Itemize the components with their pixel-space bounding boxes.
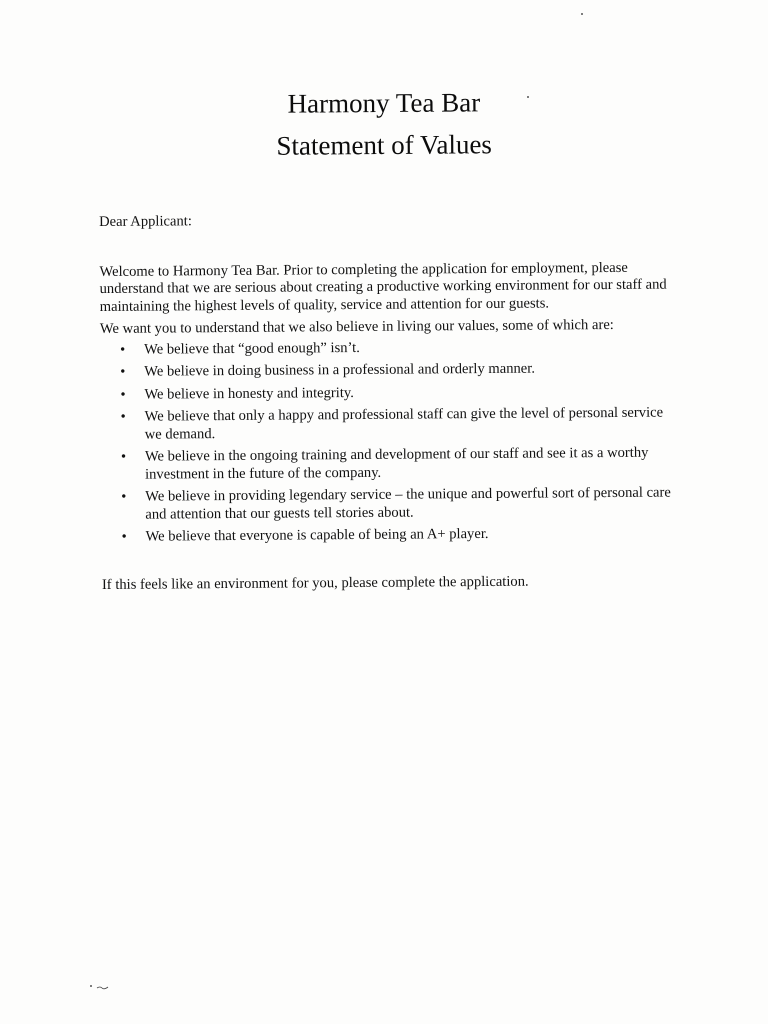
- document-title: Harmony Tea Bar: [287, 87, 481, 119]
- salutation: Dear Applicant:: [99, 213, 192, 230]
- value-item: [101, 524, 676, 546]
- value-item: [101, 404, 676, 444]
- value-text: We believe that everyone is capable of being an A+ player.: [145, 525, 489, 545]
- bullet-icon: •: [120, 363, 126, 380]
- scan-speck: [90, 985, 92, 987]
- bullet-icon: •: [120, 386, 126, 403]
- closing-line: If this feels like an environment for you, please complete the application.: [101, 573, 529, 593]
- value-text: We believe that “good enough” isn’t.: [144, 339, 360, 358]
- values-list: [100, 337, 677, 547]
- value-text: We believe in the ongoing training and development of our staff and see it as a worthy investment in the future of the company.: [144, 444, 649, 483]
- bullet-icon: •: [120, 341, 126, 358]
- letter-body: [99, 209, 677, 594]
- bullet-icon: •: [121, 528, 127, 545]
- value-item: [101, 484, 676, 524]
- scan-mark: [96, 985, 110, 991]
- bullet-icon: •: [120, 408, 126, 425]
- scan-speck: [581, 13, 583, 15]
- document-header: [0, 79, 768, 168]
- values-intro: We want you to understand that we also believe in living our values, some of which are:: [99, 316, 614, 337]
- value-text: We believe in doing business in a professional and orderly manner.: [144, 360, 536, 380]
- bullet-icon: •: [121, 488, 127, 505]
- value-text: We believe that only a happy and professional staff can give the level of personal service we demand.: [144, 404, 664, 443]
- document-subtitle: Statement of Values: [276, 129, 492, 161]
- value-text: We believe in providing legendary service – the unique and powerful sort of personal care and attention that our guests tell stories about.: [145, 484, 671, 523]
- bullet-icon: •: [120, 448, 127, 465]
- value-item: [100, 359, 675, 381]
- value-item: [100, 382, 675, 404]
- value-text: We believe in honesty and integrity.: [144, 384, 354, 403]
- value-item: [101, 444, 676, 484]
- welcome-paragraph: Welcome to Harmony Tea Bar. Prior to completing the application for employment, please understand that we are serious about creating a productive working environment for our staff and maintaining the highest levels of quality, service and attention for our guests.: [99, 259, 667, 315]
- value-item: [100, 337, 675, 359]
